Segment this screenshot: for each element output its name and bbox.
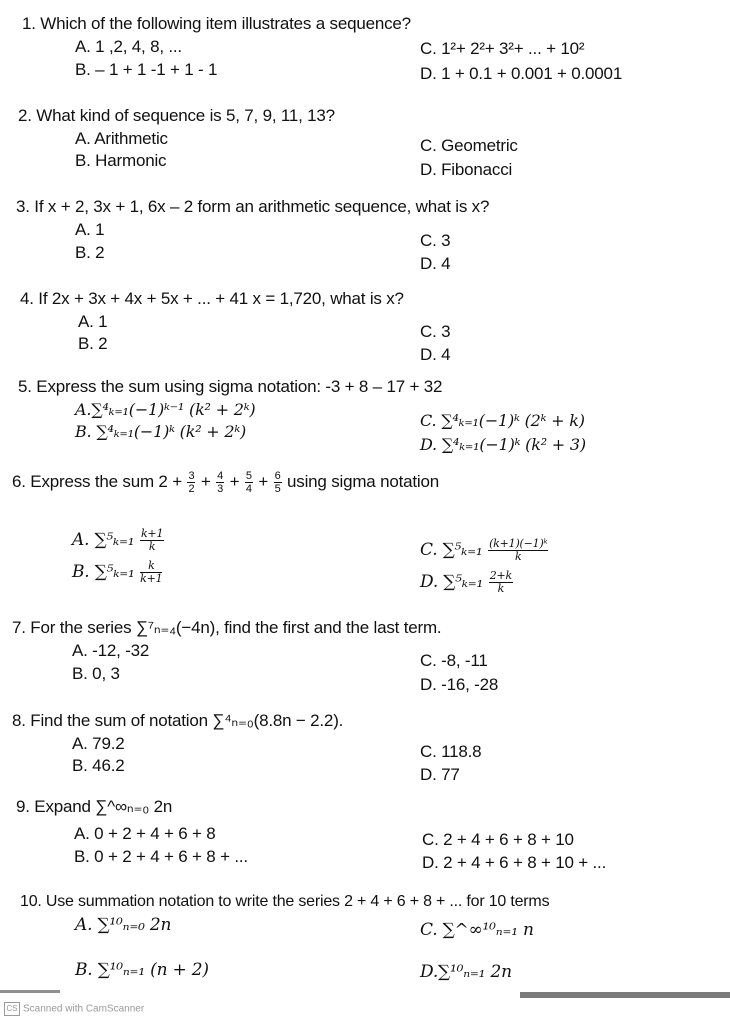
question-8-option-d: D. 77 [420,765,460,784]
fraction-4: $\frac{6}{5}$ [274,470,281,495]
question-10-option-d: D.∑¹⁰ₙ₌₁ 2n [420,962,512,982]
question-10-option-c: C. ∑^∞¹⁰ₙ₌₁ n [420,920,534,940]
question-10-option-a: A. ∑¹⁰ₙ₌₀ 2n [75,915,172,935]
scan-artifact-right [520,992,730,998]
camscanner-logo-icon: CS [4,1002,20,1016]
question-3-option-d: D. 4 [420,254,451,273]
question-5-option-c: C. ∑⁴ₖ₌₁(−1)ᵏ (2ᵏ + k) [420,411,585,430]
question-4-stem: 4. If 2x + 3x + 4x + 5x + ... + 41 x = 1,720, what is x? [20,289,404,308]
question-7-stem: 7. For the series ∑⁷ₙ₌₄(−4n), find the first and the last term. [12,618,442,637]
question-6-stem-suffix: using sigma notation [287,471,439,491]
question-4-option-b: B. 2 [78,334,108,353]
fraction-3: $\frac{5}{4}$ [245,470,252,495]
question-3-stem: 3. If x + 2, 3x + 1, 6x – 2 form an arithmetic sequence, what is x? [16,197,490,216]
question-2-option-d: D. Fibonacci [420,160,513,179]
question-5-option-d: D. ∑⁴ₖ₌₁(−1)ᵏ (k² + 3) [420,435,586,454]
fraction-1: $\frac{3}{2}$ [188,470,195,495]
question-6-stem: 6. Express the sum 2 + $\frac{3}{2}$ + $\frac{4}{3}$ + $\frac{5}{4}$ + $\frac{6}{5}$ using sigma notation [12,470,439,495]
question-6-option-d: D. ∑⁵ₖ₌₁ $\frac{2+k}{k}$ [420,569,512,595]
scan-artifact-left [0,990,60,993]
camscanner-text: Scanned with CamScanner [23,1003,145,1015]
question-7-option-d: D. -16, -28 [420,675,499,694]
question-4-option-a: A. 1 [78,312,108,331]
question-6-option-c: C. ∑⁵ₖ₌₁ $\frac{\text{(k+1)(−1)ᵏ}}{k}$ [420,537,548,563]
question-4-option-d: D. 4 [420,345,451,364]
question-1-option-d: D. 1 + 0.1 + 0.001 + 0.0001 [420,64,623,83]
question-8-option-a: A. 79.2 [72,734,125,753]
question-8-stem: 8. Find the sum of notation ∑⁴ₙ₌₀(8.8n − 2.2). [12,711,344,730]
question-1-option-c: C. 1²+ 2²+ 3²+ ... + 10² [420,39,585,58]
question-9-option-d: D. 2 + 4 + 6 + 8 + 10 + ... [422,853,607,872]
question-9-option-b: B. 0 + 2 + 4 + 6 + 8 + ... [74,847,248,866]
question-9-option-c: C. 2 + 4 + 6 + 8 + 10 [422,830,574,849]
question-2-stem: 2. What kind of sequence is 5, 7, 9, 11, 13? [18,106,335,125]
question-2-option-b: B. Harmonic [75,151,167,170]
question-6-stem-prefix: 6. Express the sum 2 + [12,471,182,491]
question-8-option-b: B. 46.2 [72,756,125,775]
question-9-stem: 9. Expand ∑^∞ₙ₌₀ 2n [16,797,173,816]
question-2-option-c: C. Geometric [420,136,518,155]
question-3-option-c: C. 3 [420,231,451,250]
question-2-option-a: A. Arithmetic [75,129,168,148]
question-7-option-c: C. -8, -11 [420,651,488,670]
camscanner-watermark [4,1002,144,1016]
question-6-option-b: B. ∑⁵ₖ₌₁ $\frac{k}{k+1}$ [72,559,163,585]
question-5-option-b: B. ∑⁴ₖ₌₁(−1)ᵏ (k² + 2ᵏ) [75,422,247,441]
question-1-stem: 1. Which of the following item illustrates a sequence? [22,14,411,33]
fraction-2: $\frac{4}{3}$ [217,470,224,495]
question-8-option-c: C. 118.8 [420,742,482,761]
question-5-option-a: A.∑⁴ₖ₌₁(−1)ᵏ⁻¹ (k² + 2ᵏ) [75,400,256,419]
question-5-stem: 5. Express the sum using sigma notation: -3 + 8 – 17 + 32 [18,377,443,396]
question-7-option-b: B. 0, 3 [72,664,120,683]
question-9-option-a: A. 0 + 2 + 4 + 6 + 8 [74,824,216,843]
question-4-option-c: C. 3 [420,322,451,341]
question-6-option-a: A. ∑⁵ₖ₌₁ $\frac{k+1}{k}$ [72,527,164,553]
question-3-option-a: A. 1 [75,220,105,239]
question-3-option-b: B. 2 [75,243,105,262]
question-1-option-a: A. 1 ,2, 4, 8, ... [75,37,182,56]
question-1-option-b: B. – 1 + 1 -1 + 1 - 1 [75,60,218,79]
question-10-stem: 10. Use summation notation to write the series 2 + 4 + 6 + 8 + ... for 10 terms [20,893,550,910]
question-10-option-b: B. ∑¹⁰ₙ₌₁ (n + 2) [75,960,209,980]
question-7-option-a: A. -12, -32 [72,641,150,660]
